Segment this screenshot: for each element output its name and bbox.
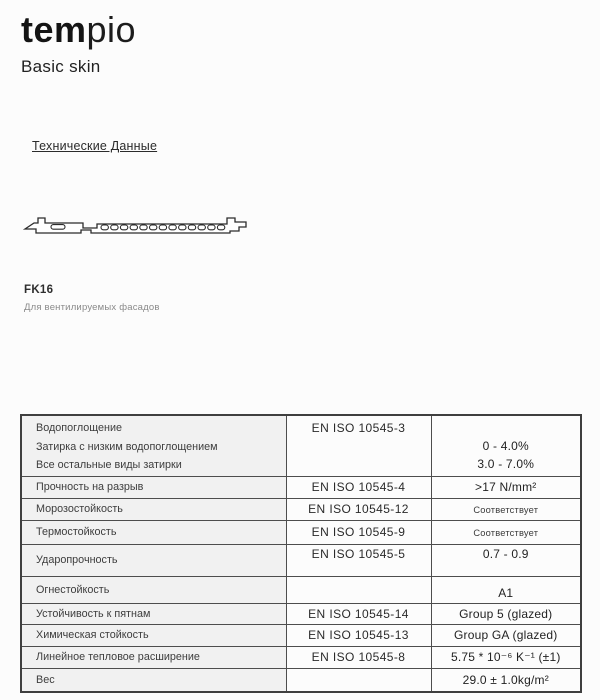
standard-cell: EN ISO 10545-12: [286, 498, 431, 520]
value-cell: Group 5 (glazed): [431, 603, 581, 624]
property-cell: Прочность на разрыв: [21, 476, 286, 498]
standard-cell: [286, 415, 431, 476]
product-line-title: Basic skin: [21, 57, 101, 76]
value-text: Соответствует: [473, 528, 539, 538]
standard-cell: EN ISO 10545-5: [286, 544, 431, 576]
property-cell: Ударопрочность: [21, 544, 286, 576]
value-line: 3.0 - 7.0%: [477, 457, 535, 471]
property-cell: Морозостойкость: [21, 498, 286, 520]
table-row: [21, 415, 581, 476]
property-cell: Линейное тепловое расширение: [21, 646, 286, 668]
brand-logo: [21, 10, 136, 50]
standard-cell: [286, 576, 431, 603]
property-cell: Термостойкость: [21, 520, 286, 544]
panel-cross-section-icon: [23, 213, 253, 239]
value-line: [433, 419, 580, 437]
panel-profile-drawing: [23, 213, 253, 239]
table-row: [21, 498, 581, 520]
value-cell: [431, 415, 581, 476]
table-row: [21, 624, 581, 646]
value-cell: 29.0 ± 1.0kg/m²: [431, 668, 581, 692]
table-row: [21, 646, 581, 668]
value-cell: 0.7 - 0.9: [431, 544, 581, 576]
property-cell: Устойчивость к пятнам: [21, 603, 286, 624]
standard-cell: EN ISO 10545-13: [286, 624, 431, 646]
value-cell: [431, 498, 581, 520]
standard-cell: EN ISO 10545-4: [286, 476, 431, 498]
value-cell: [431, 520, 581, 544]
brand-logo-light: pio: [86, 9, 137, 50]
standard-label: EN ISO 10545-3: [311, 421, 406, 435]
property-cell: Вес: [21, 668, 286, 692]
standard-cell: [286, 668, 431, 692]
section-title-link[interactable]: Технические Данные: [32, 139, 158, 153]
brand-logo-bold: tem: [21, 9, 87, 50]
value-text: Соответствует: [473, 505, 539, 515]
table-row: [21, 476, 581, 498]
property-line: Все остальные виды затирки: [36, 459, 182, 471]
product-description: Для вентилируемых фасадов: [24, 302, 160, 313]
value-cell: >17 N/mm²: [431, 476, 581, 498]
table-row: [21, 520, 581, 544]
standard-cell: EN ISO 10545-14: [286, 603, 431, 624]
property-cell: Химическая стойкость: [21, 624, 286, 646]
property-line: Водопоглощение: [36, 422, 123, 434]
standard-cell: EN ISO 10545-8: [286, 646, 431, 668]
product-code: FK16: [24, 284, 54, 296]
property-cell: [21, 415, 286, 476]
table-row: [21, 668, 581, 692]
value-cell: Group GA (glazed): [431, 624, 581, 646]
table-row: [21, 576, 581, 603]
value-line: 0 - 4.0%: [482, 439, 529, 453]
value-cell: 5.75 * 10⁻⁶ K⁻¹ (±1): [431, 646, 581, 668]
technical-data-table: [20, 414, 582, 693]
standard-cell: EN ISO 10545-9: [286, 520, 431, 544]
table-row: [21, 603, 581, 624]
property-cell: Огнестойкость: [21, 576, 286, 603]
table-row: [21, 544, 581, 576]
property-line: Затирка с низким водопоглощением: [36, 440, 218, 453]
value-cell: A1: [431, 576, 581, 603]
